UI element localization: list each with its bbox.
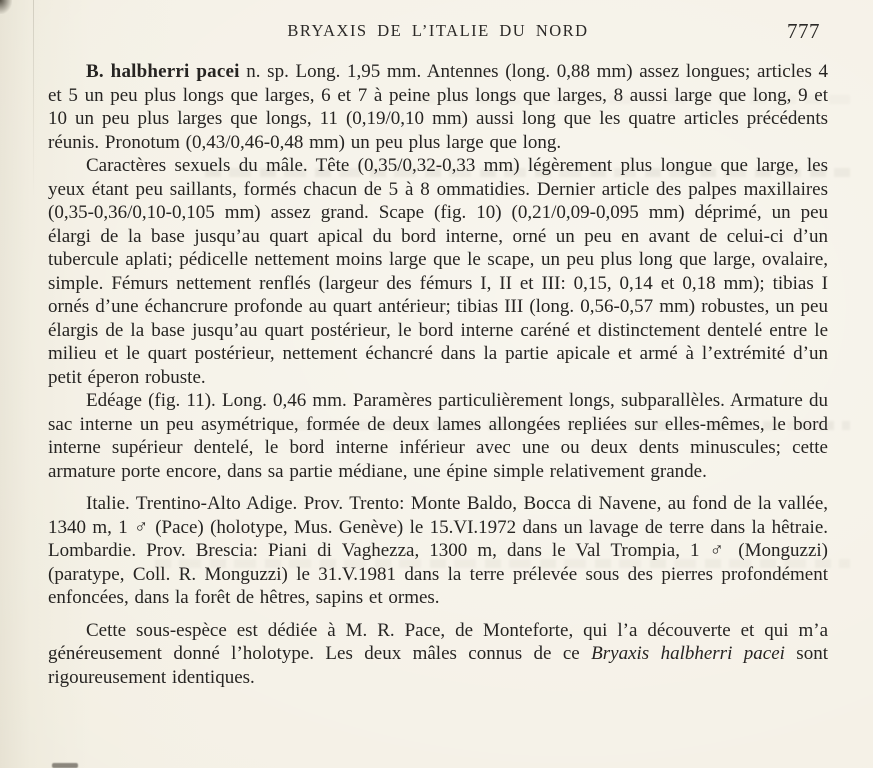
page-header (48, 21, 828, 45)
scan-edge-artifact (52, 763, 78, 768)
running-title: BRYAXIS DE L’ITALIE DU NORD (287, 21, 589, 40)
paragraph-localities (48, 492, 828, 610)
article-body (48, 60, 828, 689)
text-segment: Edéage (fig. 11). Long. 0,46 mm. Paramères particulièrement longs, subparallèles. Armature du sac interne un peu asymétrique, formée de deux lames allongées repliées sur elles-mêmes, le bord interne supérieur dentelé, le bord interne inférieur avec une ou deux dents minuscules; cette armature porte encore, dans sa partie médiane, une épine simple relativement grande. (48, 390, 828, 482)
text-segment: sont rigoureusement identiques. (48, 643, 828, 688)
text-segment: Italie. Trentino-Alto Adige. Prov. Trento: Monte Baldo, Bocca di Navene, au fond de la vallée, 1340 m, 1 ♂ (Pace) (holotype, Mus. Genève) le 15.VI.1972 dans un lavage de terre dans la hêtraie. Lombardie. Prov. Brescia: Piani di Vaghezza, 1300 m, dans le Val Trompia, 1 ♂ (Monguzzi) (paratype, Coll. R. Monguzzi) le 31.V.1981 dans la terre prélevée sous des pierres profondément enfoncées, dans la forêt de hêtres, sapins et ormes. (48, 493, 828, 608)
scan-corner-artifact (0, 0, 12, 14)
species-name-italic: Bryaxis halbherri pacei (591, 643, 785, 664)
page-number: 777 (787, 19, 820, 43)
paragraph-male-characters (48, 154, 828, 389)
text-segment: Caractères sexuels du mâle. Tête (0,35/0,32-0,33 mm) légèrement plus longue que large, les yeux étant peu saillants, formés chacun de 5 à 8 ommatidies. Dernier article des palpes maxillaires (0,35-0,36/0,10-0,105 mm) assez grand. Scape (fig. 10) (0,21/0,09-0,095 mm) déprimé, un peu élargi de la base jusqu’au quart apical du bord interne, orné un peu en avant de celui-ci d’un tubercule aplati; pédicelle nettement moins large que le scape, un peu plus long que large, ovalaire, simple. Fémurs nettement renflés (largeur des fémurs I, II et III: 0,15, 0,14 et 0,18 mm); tibias I ornés d’une échancrure profonde au quart antérieur; tibias III (long. 0,56-0,57 mm) robustes, un peu élargis de la base jusqu’au quart postérieur, le bord interne caréné et distinctement dentelé entre le milieu et le quart postérieur, nettement échancré dans la partie apicale et armé à l’extrémité d’un petit éperon robuste. (48, 155, 828, 388)
paragraph-aedeagus (48, 389, 828, 483)
text-segment: n. sp. Long. 1,95 mm. Antennes (long. 0,88 mm) assez longues; articles 4 et 5 un peu plus longs que larges, 6 et 7 à peine plus longs que larges, 8 aussi large que long, 9 et 10 un peu plus larges que longs, 11 (0,19/0,10 mm) aussi long que les quatre articles précédents réunis. Pronotum (0,43/0,46-0,48 mm) un peu plus large que long. (48, 61, 828, 153)
species-name-bold: B. halbherri pacei (86, 61, 240, 82)
paragraph-diagnosis (48, 60, 828, 154)
paper-crease (33, 0, 34, 200)
paragraph-dedication (48, 619, 828, 690)
text-segment: Cette sous-espèce est dédiée à M. R. Pace, de Monteforte, qui l’a découverte et qui m’a généreusement donné l’holotype. Les deux mâles connus de ce (48, 619, 828, 664)
